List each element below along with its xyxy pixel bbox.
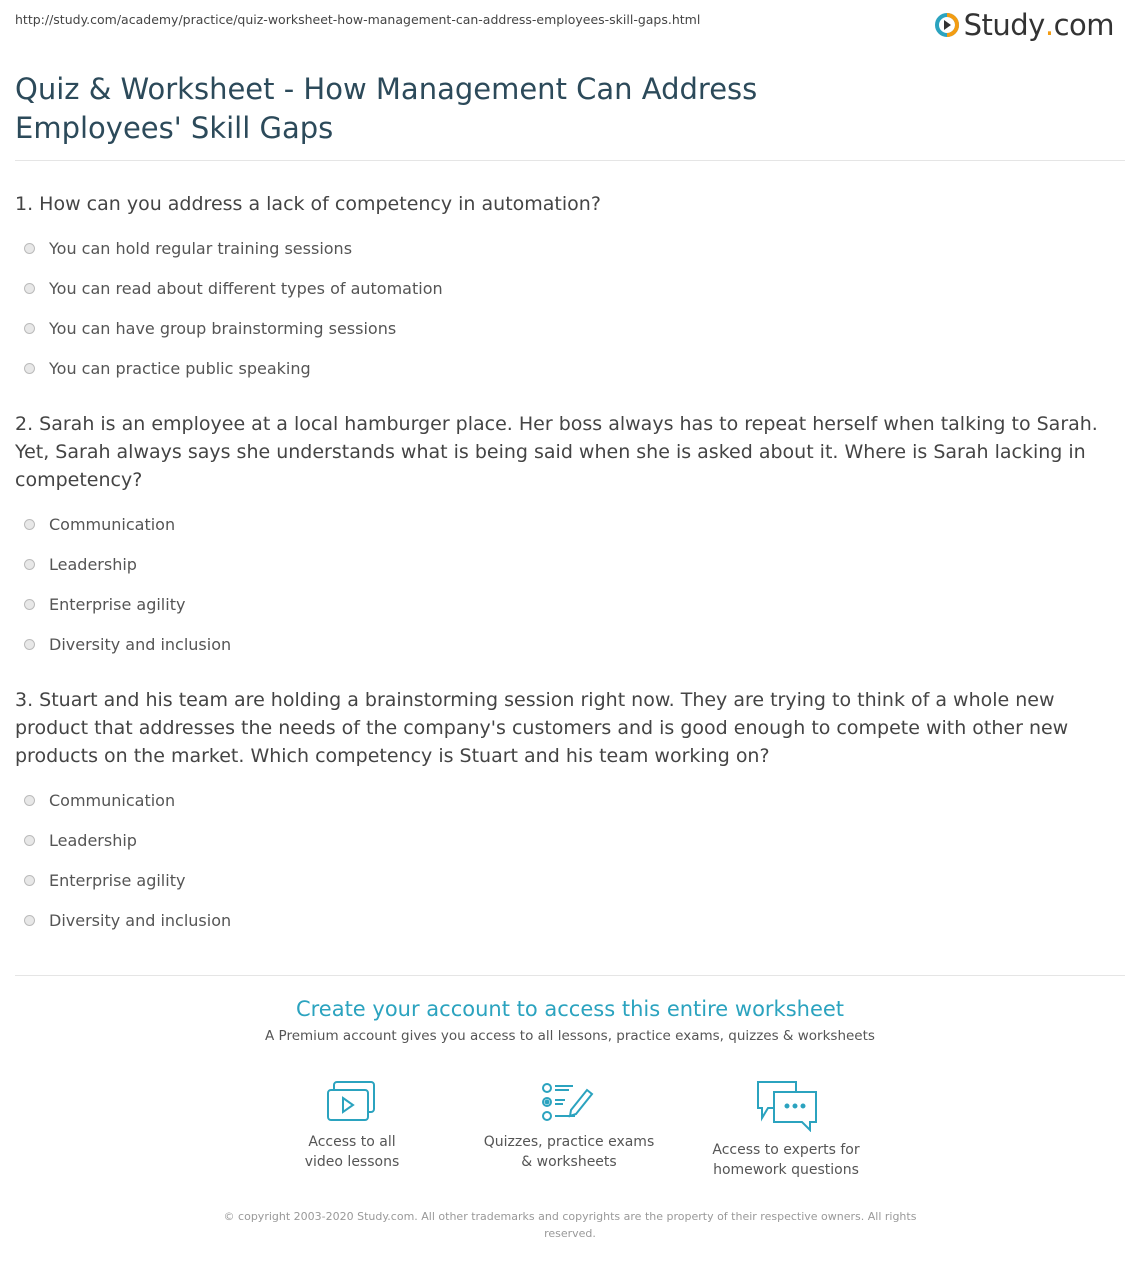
answer-option[interactable] — [15, 900, 1125, 940]
radio-button[interactable] — [24, 283, 35, 294]
question-text: 2. Sarah is an employee at a local hamburger place. Her boss always has to repeat herself when talking to Sarah. Yet, Sarah always says she understands what is being said when she is asked about it. Where is Sarah lacking in competency? — [15, 413, 1098, 491]
answer-option[interactable] — [15, 308, 1125, 348]
logo-dot: . — [1044, 8, 1054, 42]
answer-label: You can hold regular training sessions — [49, 238, 353, 258]
question-block — [15, 686, 1125, 940]
answer-label: Communication — [49, 790, 176, 810]
logo-name: Study — [963, 8, 1045, 42]
cta-subtitle: A Premium account gives you access to all lessons, practice exams, quizzes & worksheets — [265, 1028, 875, 1044]
answer-label: You can read about different types of automation — [49, 278, 443, 298]
logo-tld: com — [1053, 8, 1114, 42]
play-logo-icon — [934, 12, 960, 38]
question-block — [15, 190, 1125, 388]
answer-label: Diversity and inclusion — [49, 910, 232, 930]
radio-button[interactable] — [24, 323, 35, 334]
question-text: 1. How can you address a lack of competency in automation? — [15, 193, 601, 215]
feature-line1: Access to all — [308, 1134, 396, 1150]
divider — [15, 975, 1125, 976]
answer-label: Leadership — [49, 830, 137, 850]
answer-label: Enterprise agility — [49, 870, 186, 890]
radio-button[interactable] — [24, 875, 35, 886]
answer-label: You can have group brainstorming sessions — [49, 318, 397, 338]
answer-label: Diversity and inclusion — [49, 634, 232, 654]
feature-video-lessons — [252, 1080, 452, 1172]
radio-button[interactable] — [24, 795, 35, 806]
quiz-pencil-icon — [541, 1080, 597, 1124]
feature-line1: Quizzes, practice exams — [483, 1134, 655, 1150]
page-title: Quiz & Worksheet - How Management Can Address Employees' Skill Gaps — [15, 72, 758, 145]
radio-button[interactable] — [24, 243, 35, 254]
video-icon — [326, 1080, 378, 1124]
answer-label: You can practice public speaking — [49, 358, 311, 378]
feature-line2: & worksheets — [521, 1154, 617, 1170]
radio-button[interactable] — [24, 363, 35, 374]
answer-label: Leadership — [49, 554, 137, 574]
answer-label: Enterprise agility — [49, 594, 186, 614]
chat-bubbles-icon — [754, 1080, 818, 1132]
radio-button[interactable] — [24, 639, 35, 650]
radio-button[interactable] — [24, 915, 35, 926]
answer-option[interactable] — [15, 268, 1125, 308]
answer-option[interactable] — [15, 228, 1125, 268]
answer-option[interactable] — [15, 820, 1125, 860]
feature-line2: homework questions — [713, 1162, 859, 1178]
study-logo[interactable] — [934, 8, 1114, 42]
divider — [15, 160, 1125, 161]
page-url: http://study.com/academy/practice/quiz-worksheet-how-management-can-address-employees-skill-gaps.html — [15, 12, 701, 27]
radio-button[interactable] — [24, 599, 35, 610]
question-text: 3. Stuart and his team are holding a brainstorming session right now. They are trying to think of a whole new product that addresses the needs of the company's customers and is good enough to compete with other new products on the market. Which competency is Stuart and his team working on? — [15, 689, 1069, 767]
radio-button[interactable] — [24, 835, 35, 846]
radio-button[interactable] — [24, 519, 35, 530]
question-block — [15, 410, 1125, 664]
question-list — [15, 190, 1125, 962]
create-account-link[interactable]: Create your account to access this entire worksheet — [295, 997, 845, 1021]
copyright: © copyright 2003-2020 Study.com. All other trademarks and copyrights are the property of their respective owners. All rights reserved. — [223, 1210, 917, 1240]
feature-experts — [686, 1080, 886, 1180]
answer-option[interactable] — [15, 584, 1125, 624]
answer-option[interactable] — [15, 780, 1125, 820]
feature-line2: video lessons — [304, 1154, 400, 1170]
answer-option[interactable] — [15, 348, 1125, 388]
answer-label: Communication — [49, 514, 176, 534]
answer-option[interactable] — [15, 504, 1125, 544]
answer-option[interactable] — [15, 624, 1125, 664]
feature-quizzes — [469, 1080, 669, 1172]
feature-line1: Access to experts for — [712, 1142, 860, 1158]
answer-option[interactable] — [15, 860, 1125, 900]
radio-button[interactable] — [24, 559, 35, 570]
answer-option[interactable] — [15, 544, 1125, 584]
